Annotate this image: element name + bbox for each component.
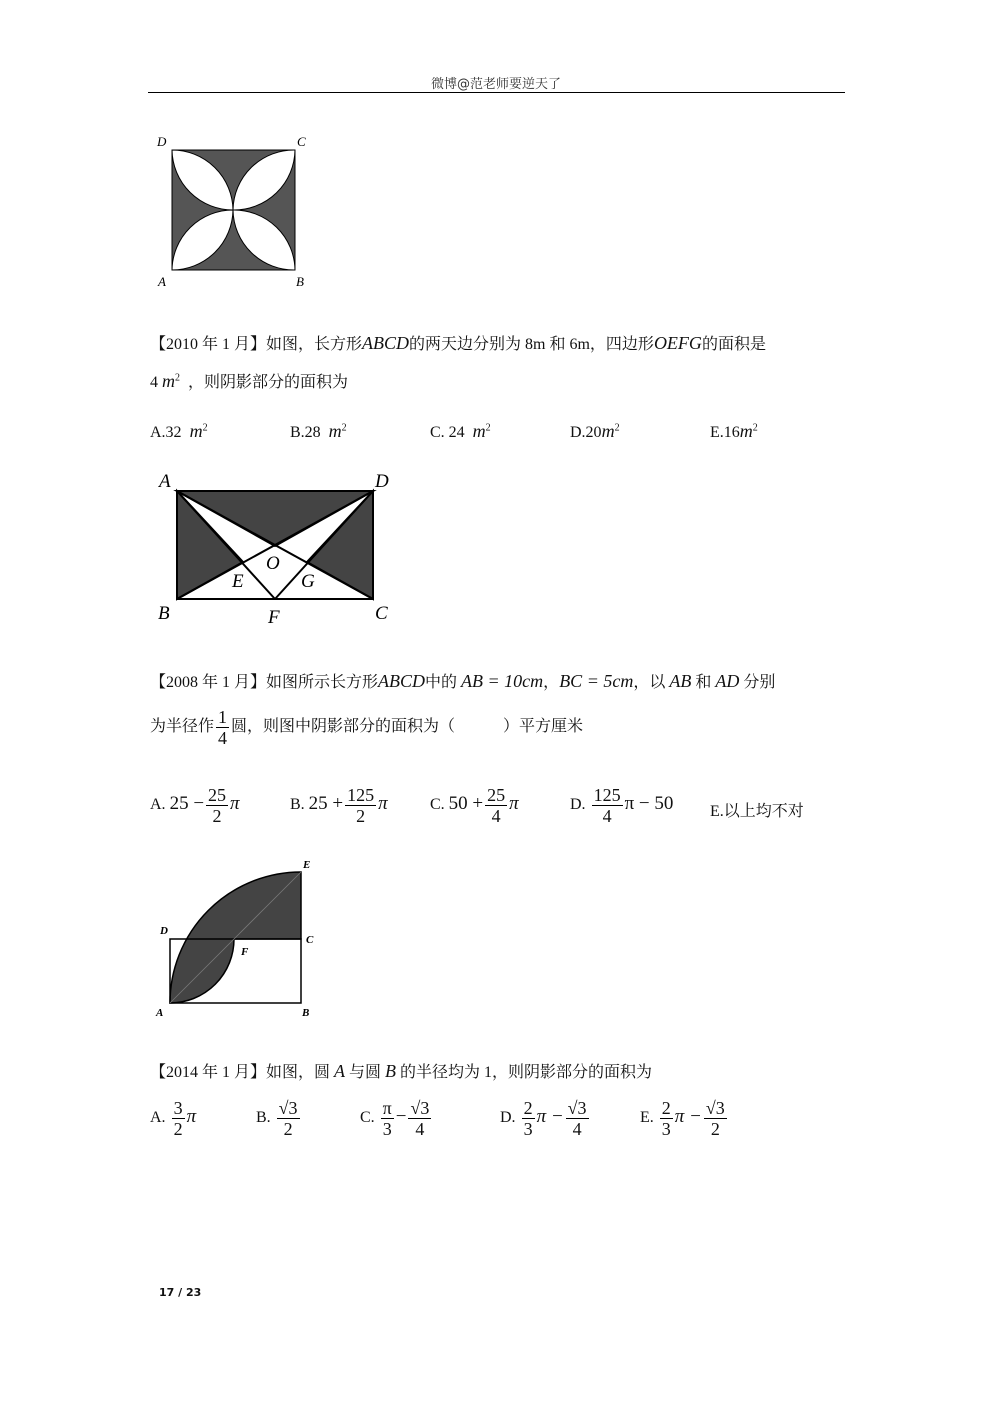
q1-text: 如图，长方形 bbox=[266, 336, 363, 353]
text: 25 − bbox=[169, 793, 205, 815]
q1-option-d[interactable] bbox=[570, 421, 620, 442]
q1-abcd: ABCD bbox=[362, 333, 410, 353]
q1-option-c[interactable] bbox=[430, 421, 491, 442]
q1-oefg: OEFG bbox=[653, 333, 702, 353]
q1-exp: 2 bbox=[175, 372, 180, 384]
text: √3 bbox=[278, 1098, 298, 1118]
q2-option-a[interactable] bbox=[150, 785, 240, 826]
text: m bbox=[328, 421, 342, 441]
text: √3 bbox=[567, 1098, 587, 1118]
label-a: A bbox=[159, 471, 171, 492]
text: m bbox=[472, 421, 486, 441]
text: m bbox=[739, 421, 753, 441]
text: 25 bbox=[487, 785, 506, 805]
text: 125 bbox=[347, 785, 375, 805]
q1-text: 的两天边分别为 8m 和 6m，四边形 bbox=[409, 336, 654, 353]
q1-option-a[interactable] bbox=[150, 421, 208, 442]
text: π bbox=[382, 1098, 392, 1118]
q3-line1 bbox=[150, 1059, 652, 1082]
text: A. bbox=[150, 1109, 166, 1127]
text: 4 bbox=[572, 1119, 582, 1139]
text: 2 bbox=[202, 422, 208, 434]
text: π bbox=[186, 1106, 197, 1128]
text: 2 bbox=[173, 1119, 183, 1139]
q1-option-b[interactable] bbox=[290, 421, 347, 442]
q1-line1 bbox=[150, 331, 766, 354]
q1-text: 的面积是 bbox=[701, 336, 766, 353]
text: 125 bbox=[593, 785, 621, 805]
text: 3 bbox=[661, 1119, 671, 1139]
label-a: A bbox=[158, 274, 166, 289]
text: AB bbox=[669, 671, 692, 691]
figure-rectangle-oefg bbox=[150, 465, 400, 630]
q3-option-c[interactable] bbox=[360, 1098, 433, 1139]
q1-text: ，则阴影部分的面积为 bbox=[188, 374, 349, 391]
text: 【2008 年 1 月】 bbox=[150, 674, 267, 691]
q2-option-e[interactable]: E.以上均不对 bbox=[710, 803, 804, 820]
text: 3 bbox=[523, 1119, 533, 1139]
q2-line2 bbox=[150, 707, 583, 748]
text: 2 bbox=[661, 1098, 671, 1118]
text: D.20 bbox=[570, 424, 602, 441]
text: ABCD bbox=[378, 671, 426, 691]
label-g: G bbox=[301, 571, 315, 592]
text: 4 bbox=[491, 806, 501, 826]
text: 25 bbox=[208, 785, 227, 805]
text: 中的 bbox=[425, 674, 458, 691]
text: π bbox=[378, 793, 388, 815]
q3-option-b[interactable] bbox=[256, 1098, 302, 1139]
text: 如图，圆 bbox=[266, 1064, 331, 1081]
text: D. bbox=[500, 1109, 516, 1127]
text: π − 50 bbox=[624, 793, 674, 815]
page-number: 17 / 23 bbox=[159, 1286, 202, 1299]
text: E. bbox=[640, 1109, 654, 1127]
text: 的半径均为 1，则阴影部分的面积为 bbox=[400, 1064, 653, 1081]
label-c: C bbox=[306, 934, 314, 946]
text: ， bbox=[543, 674, 560, 691]
q1-unit: m bbox=[162, 371, 175, 391]
text: A. bbox=[150, 796, 166, 814]
text: 4 bbox=[218, 728, 228, 748]
text: 25 + bbox=[308, 793, 344, 815]
q2-line1 bbox=[150, 669, 775, 692]
text: 如图所示长方形 bbox=[266, 674, 379, 691]
text: π − bbox=[674, 1106, 702, 1128]
text: 4 bbox=[602, 806, 612, 826]
text: 2 bbox=[710, 1119, 720, 1139]
text: 2 bbox=[752, 422, 758, 434]
text: 和 bbox=[695, 674, 712, 691]
text: m bbox=[189, 421, 203, 441]
text: B bbox=[385, 1061, 397, 1081]
text: 50 + bbox=[448, 793, 484, 815]
text: B. bbox=[256, 1109, 271, 1127]
text: 4 bbox=[415, 1119, 425, 1139]
text: A bbox=[334, 1061, 346, 1081]
text: 【2014 年 1 月】 bbox=[150, 1064, 267, 1081]
q2-option-d[interactable] bbox=[570, 785, 673, 826]
text: 与圆 bbox=[349, 1064, 382, 1081]
text: 圆，则图中阴影部分的面积为（ ）平方厘米 bbox=[231, 718, 584, 736]
label-a: A bbox=[156, 1007, 164, 1019]
q3-option-a[interactable] bbox=[150, 1098, 196, 1139]
text: AD bbox=[715, 671, 740, 691]
header-rule bbox=[148, 92, 845, 93]
label-e: E bbox=[232, 571, 244, 592]
text: B.28 bbox=[290, 424, 321, 441]
figure-quarter-circles bbox=[150, 850, 330, 1025]
label-d: D bbox=[157, 134, 167, 149]
text: π bbox=[230, 793, 240, 815]
text: π bbox=[509, 793, 519, 815]
label-b: B bbox=[302, 1007, 310, 1019]
text: 1 bbox=[218, 707, 228, 727]
q2-option-b[interactable] bbox=[290, 785, 388, 826]
label-b: B bbox=[296, 274, 304, 289]
label-d: D bbox=[375, 471, 389, 492]
label-d: D bbox=[160, 925, 168, 937]
text: C. bbox=[430, 796, 445, 814]
text: 2 bbox=[485, 422, 491, 434]
text: 2 bbox=[283, 1119, 293, 1139]
q2-option-c[interactable] bbox=[430, 785, 519, 826]
text: B. bbox=[290, 796, 305, 814]
text: √3 bbox=[410, 1098, 430, 1118]
page-header: 微博@范老师要逆天了 bbox=[430, 77, 561, 92]
q1-area: 4 bbox=[150, 374, 158, 391]
text: C. 24 bbox=[430, 424, 465, 441]
text: 3 bbox=[382, 1119, 392, 1139]
label-f: F bbox=[241, 946, 249, 958]
text: AB = 10cm bbox=[461, 671, 544, 691]
label-c: C bbox=[297, 134, 306, 149]
text: √3 bbox=[705, 1098, 725, 1118]
text: 2 bbox=[341, 422, 347, 434]
text: C. bbox=[360, 1109, 375, 1127]
text: A.32 bbox=[150, 424, 182, 441]
text: 分别 bbox=[743, 674, 776, 691]
text: 2 bbox=[212, 806, 222, 826]
text: 为半径作 bbox=[150, 718, 215, 736]
label-b: B bbox=[158, 603, 170, 624]
text: m bbox=[601, 421, 615, 441]
figure-square-petals bbox=[150, 125, 330, 295]
q1-tag: 【2010 年 1 月】 bbox=[150, 336, 267, 353]
q1-line2 bbox=[150, 369, 348, 392]
label-c: C bbox=[375, 603, 388, 624]
text: 2 bbox=[356, 806, 366, 826]
q3-option-d[interactable] bbox=[500, 1098, 591, 1139]
label-o: O bbox=[266, 553, 280, 574]
text: D. bbox=[570, 796, 586, 814]
text: 2 bbox=[614, 422, 620, 434]
q3-option-e[interactable] bbox=[640, 1098, 729, 1139]
text: 3 bbox=[173, 1098, 183, 1118]
text: E.16 bbox=[710, 424, 740, 441]
text: − bbox=[395, 1106, 407, 1128]
text: 2 bbox=[523, 1098, 533, 1118]
text: ，以 bbox=[633, 674, 666, 691]
text: π − bbox=[536, 1106, 564, 1128]
label-f: F bbox=[268, 607, 280, 628]
label-e: E bbox=[303, 859, 311, 871]
q1-option-e[interactable] bbox=[710, 421, 758, 442]
text: BC = 5cm bbox=[559, 671, 634, 691]
